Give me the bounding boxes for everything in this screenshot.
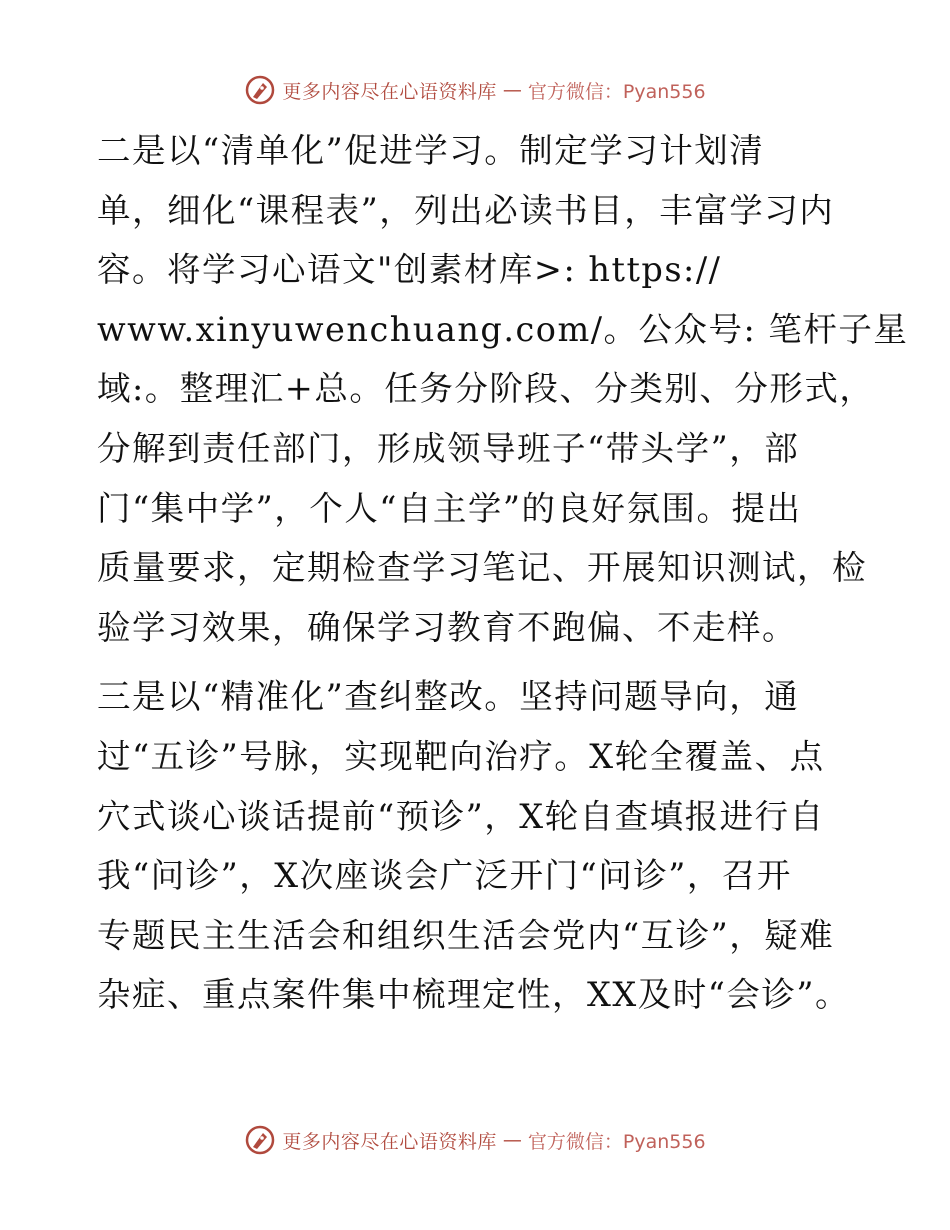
paragraph-second-point — [97, 121, 909, 657]
text-line: 域:。整理汇+总。任务分阶段、分类别、分形式， — [97, 369, 875, 409]
footer-watermark — [0, 1124, 950, 1156]
text-line: 验学习效果，确保学习教育不跑偏、不走样。 — [97, 607, 797, 647]
text-line: 三是以“精准化”查纠整改。坚持问题导向，通 — [97, 677, 800, 717]
watermark-separator: — — [502, 79, 522, 101]
text-line: 杂症、重点案件集中梳理定性，XX及时“会诊”。 — [97, 975, 850, 1015]
document-body — [97, 121, 909, 1025]
text-line: www.xinyuwenchuang.com/。公众号: 笔杆子星 — [97, 309, 909, 349]
watermark-text: 更多内容尽在心语资料库 — [282, 80, 497, 103]
pen-nib-logo-icon — [244, 74, 276, 106]
watermark-contact: 官方微信：Pyan556 — [527, 80, 706, 103]
text-line: 质量要求，定期检查学习笔记、开展知识测试，检 — [97, 548, 867, 588]
text-line: 过“五诊”号脉，实现靶向治疗。X轮全覆盖、点 — [97, 736, 825, 776]
text-line: 容。将学习心语文"创素材库>: https:// — [97, 250, 722, 290]
text-line: 穴式谈心谈话提前“预诊”，X轮自查填报进行自 — [97, 796, 825, 836]
watermark-separator: — — [502, 1129, 522, 1151]
watermark-contact: 官方微信：Pyan556 — [527, 1130, 706, 1153]
text-line: 二是以“清单化”促进学习。制定学习计划清 — [97, 131, 765, 170]
pen-nib-logo-icon — [244, 1124, 276, 1156]
watermark-text: 更多内容尽在心语资料库 — [282, 1130, 497, 1153]
text-line: 分解到责任部门，形成领导班子“带头学”，部 — [97, 428, 800, 468]
paragraph-third-point — [97, 667, 857, 1025]
header-watermark — [0, 74, 950, 106]
text-line: 我“问诊”，X次座谈会广泛开门“问诊”，召开 — [97, 856, 792, 896]
text-line: 单，细化“课程表”，列出必读书目，丰富学习内 — [97, 190, 835, 230]
text-line: 门“集中学”，个人“自主学”的良好氛围。提出 — [97, 488, 802, 528]
text-line: 专题民主生活会和组织生活会党内“互诊”，疑难 — [97, 915, 835, 955]
